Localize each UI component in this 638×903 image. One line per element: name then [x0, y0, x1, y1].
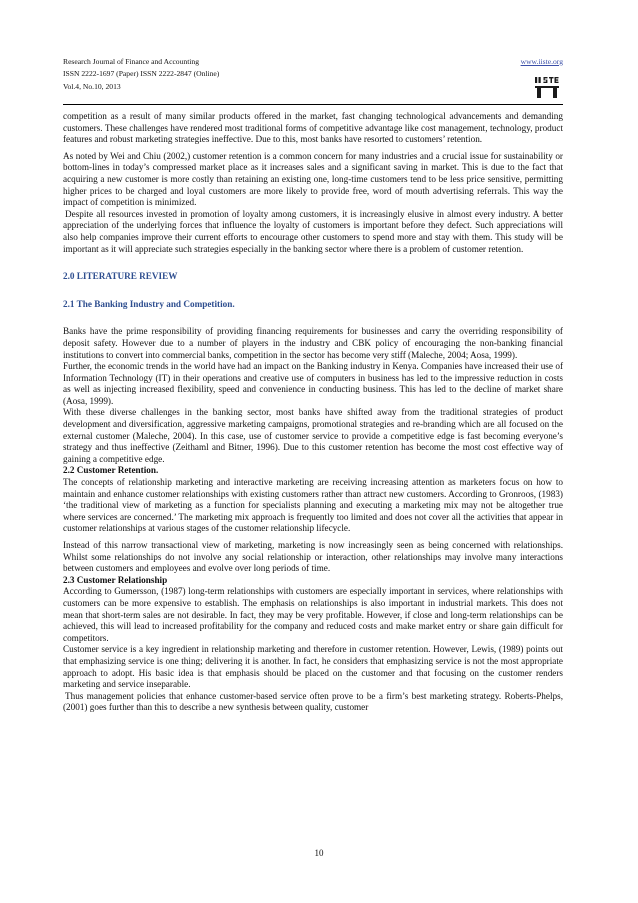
paragraph: Thus management policies that enhance customer-based service often prove to be a firm’s best marketing strategy. Roberts-Phelps, (2001) goes further than this to describe a new synthesis between quality, customer [63, 690, 563, 713]
iiste-logo-icon [533, 72, 563, 102]
article-body [63, 111, 563, 714]
paragraph: Instead of this narrow transactional view of marketing, marketing is now increasingly seen as being concerned with relationships. Whilst some relationships do not involve any social relationship or interaction, other relationships may involve many interactions between customers and employees and evolve over long periods of time. [63, 540, 563, 574]
issn-line: ISSN 2222-1697 (Paper) ISSN 2222-2847 (Online) [63, 69, 220, 79]
paragraph: Further, the economic trends in the world have had an impact on the Banking industry in Kenya. Companies have increased their use of Information Technology (IT) in their operations and creative use of computers in business has led to the impressive reduction in costs as well as injecting increased flexibility, speed and convenience in conducting business. This has led to the decline of market share (Aosa, 1999). [63, 361, 563, 406]
paragraph: With these diverse challenges in the banking sector, most banks have shifted away from the traditional strategies of product development and diversification, aggressive marketing campaigns, promotional strategies and re-branding which are all focused on the external customer (Maleche, 2004). In this case, use of customer service to provide a competitive edge is fast becoming everyone’s strategy and thus ineffective (Zeithaml and Bitner, 1996). Due to this customer retention has become the most cost effective way of gaining a competitive edge. [63, 407, 563, 464]
page-number: 10 [314, 848, 324, 858]
section-heading-literature-review: 2.0 LITERATURE REVIEW [63, 271, 178, 282]
subsection-heading-2-2: 2.2 Customer Retention. [63, 465, 159, 476]
paragraph: Despite all resources invested in promotion of loyalty among customers, it is increasingly elusive in almost every industry. A better appreciation of the underlying forces that influence the loyalty of customers is important before they defect. Such appreciations will also help companies improve their current efforts to encourage other customers to spend more and stay with them. This study will be important as it will appreciate such strategies especially in the banking sector where there is a problem of customer retention. [63, 208, 563, 254]
journal-title: Research Journal of Finance and Accounting [63, 57, 200, 66]
journal-url-link[interactable]: www.iiste.org [520, 57, 563, 66]
header-divider [63, 104, 563, 105]
paragraph: Customer service is a key ingredient in relationship marketing and therefore in customer retention. However, Lewis, (1989) points out that emphasizing service is one thing; delivering it is another. In fact, he considers that emphasizing service is not the most appropriate approach to adopt. His basic idea is that emphasis should be placed on the customer and that focusing on the customer renders marketing and service inseparable. [63, 644, 563, 690]
volume-line: Vol.4, No.10, 2013 [63, 81, 121, 91]
paragraph: The concepts of relationship marketing and interactive marketing are receiving increasing attention as marketers focus on how to maintain and enhance customer relationships with existing customers rather than attract new customers. According to Gronroos, (1983) ‘the traditional view of marketing as a function for specialists planning and executing a marketing mix may not be altogether true where services are concerned.’ The marketing mix approach is frequently too limited and does not cover all the activities that appear in customer relationships at various stages of the customer relationship lifecycle. [63, 477, 563, 534]
subsection-heading-2-1: 2.1 The Banking Industry and Competition. [63, 298, 235, 309]
paragraph: Banks have the prime responsibility of providing financing requirements for businesses and carry the overriding responsibility of deposit safety. However due to a number of players in the industry and CBK policy of encouraging the non-banking financial institutions to convert into commercial banks, competition in the sector has become very stiff (Maleche, 2004; Aosa, 1999). [63, 326, 563, 360]
subsection-heading-2-3: 2.3 Customer Relationship [63, 574, 168, 585]
paragraph: competition as a result of many similar products offered in the market, fast changing technological advancements and demanding customers. These challenges have rendered most traditional forms of competitive advantage like cost management, technology, product features and robust marketing strategies ineffective. Due to this, most banks have resorted to customers’ retention. [63, 111, 563, 145]
paragraph: According to Gumersson, (1987) long-term relationships with customers are especially important in services, where relationships with customers can be more expensive to establish. The emphasis on relationships is also important in industrial markets. This does not mean that short-term sales are not desirable. In fact, they may be very profitable. However, if close and long-term relationships can be achieved, this will lead to increased profitability for the company and reduced costs and make market entry or share gain difficult for competitors. [63, 586, 563, 643]
page-header [63, 56, 563, 104]
paragraph: As noted by Wei and Chiu (2002,) customer retention is a common concern for many industries and a crucial issue for sustainability or bottom-lines in today’s compressed market place as it increases sales and a significant saving in market. This is due to the fact that acquiring a new customer is more costly than retaining an existing one, long-time customers tend to be less price sensitive, permitting higher prices to be charged and loyal customers are more likely to provide free, word of mouth advertising referrals. This way the impact of competition is minimized. [63, 150, 563, 208]
